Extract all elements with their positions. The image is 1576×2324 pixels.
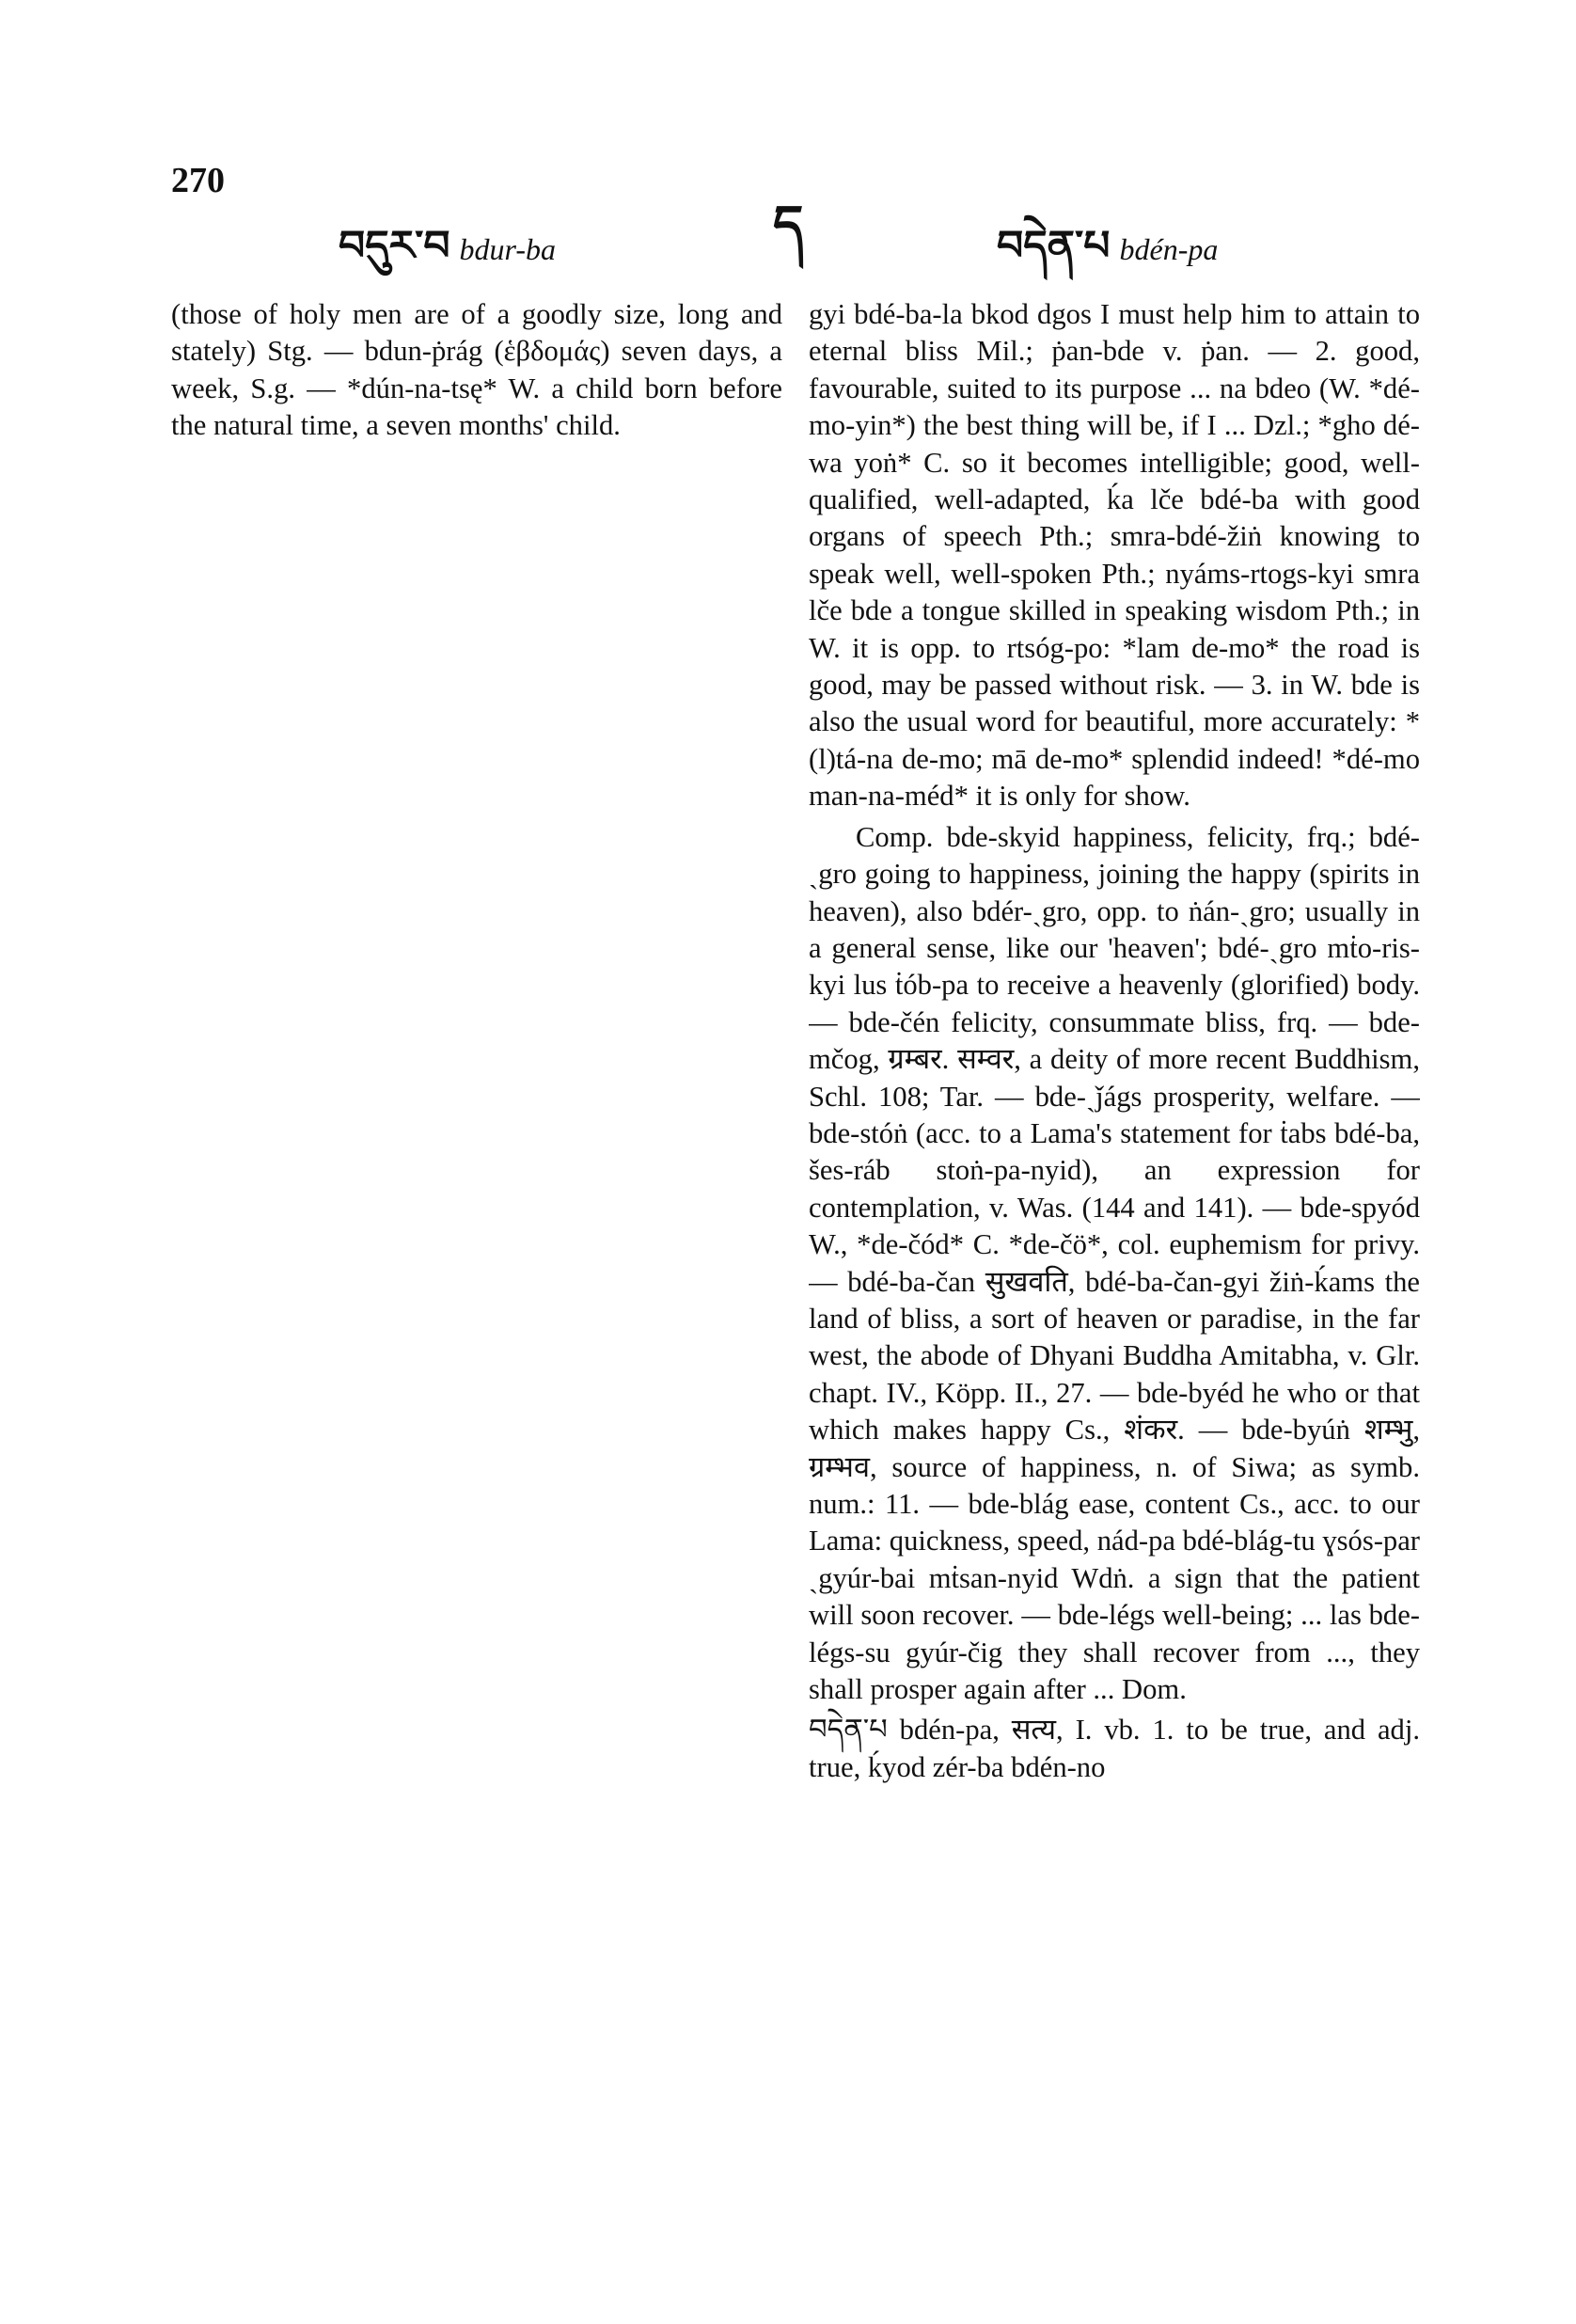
- entry-bden-pa: བདེན་པ bdén-pa, सत्य, I. vb. 1. to be true, and adj. true, ḱyod zér-ba bdén-no: [809, 1714, 1420, 1783]
- compounds-paragraph: Comp. bde-skyid happiness, felicity, frq.; bdé-ˏgro going to happiness, joining the happy (spirits in heaven), also bdér-ˏgro, opp. to ṅán-ˏgro; usually in a general sense, like our 'heaven'; bdé-ˏgro mṫo-ris-kyi lus ṫób-pa to receive a heavenly (glorified) body. — bde-čén felicity, consummate bliss, frq. — bde-mčog, ग्रम्बर. सम्वर, a deity of more recent Buddhism, Schl. 108; Tar. — bde-ˏǰágs prosperity, welfare. — bde-stóṅ (acc. to a Lama's statement for ṫabs bdé-ba, šes-ráb stoṅ-pa-nyid), an expression for contemplation, v. Was. (144 and 141). — bde-spyód W., *de-čód* C. *de-čö*, col. euphemism for privy. — bdé-ba-čan सुखवति, bdé-ba-čan-gyi žiṅ-ḱams the land of bliss, a sort of heaven or paradise, in the far west, the abode of Dhyani Buddha Amitabha, v. Glr. chapt. IV., Köpp. II., 27. — bde-byéd he who or that which makes happy Cs., शंकर. — bde-byúṅ शम्भु, ग्रम्भव, source of happiness, n. of Siwa; as symb. num.: 11. — bde-blág ease, content Cs., acc. to our Lama: quickness, speed, nád-pa bdé-blág-tu ɣsós-par ˏgyúr-bai mṫsan-nyid Wdṅ. a sign that the patient will soon recover. — bde-légs well-being; ... las bde-légs-su gyúr-čig they shall recover from ..., they shall prosper again after ... Dom.: [809, 820, 1420, 1706]
- left-headword-roman: bdur-ba: [459, 232, 557, 266]
- left-headword-tibetan: བདུར་བ: [339, 222, 450, 270]
- right-headword-tibetan: བདེན་པ: [997, 222, 1111, 270]
- entry-continuation: gyi bdé-ba-la bkod dgos I must help him to attain to eternal bliss Mil.; ṗan-bde v. ṗan. — 2. good, favourable, suited to its purpose ... na bdeo (W. *dé-mo-yin*) the best thing will be, if I ... Dzl.; *gho dé-wa yoṅ* C. so it becomes intelligible; good, well-qualified, well-adapted, ḱa lče bdé-ba with good organs of speech Pth.; smra-bdé-žiṅ knowing to speak well, well-spoken Pth.; nyáms-rtogs-kyi smra lče bde a tongue skilled in speaking wisdom Pth.; in W. it is opp. to rtsóg-po: *lam de-mo* the road is good, may be passed without risk. — 3. in W. bde is also the usual word for beautiful, more accurately: *(l)tá-na de-mo; mā de-mo* splendid indeed! *dé-mo man-na-méd* it is only for show.: [809, 298, 1420, 813]
- right-column: [809, 296, 1420, 2281]
- left-column: [171, 296, 782, 2281]
- section-letter: ད: [773, 194, 804, 256]
- right-headword-roman: bdén-pa: [1119, 232, 1219, 266]
- entry-continuation: (those of holy men are of a goodly size, long and stately) Stg. — bdun-ṗrág (ἑβδομάς) seven days, a week, S.g. — *dún-na-tsę* W. a child born before the natural time, a seven months' child.: [171, 298, 782, 442]
- page-number: 270: [171, 161, 225, 200]
